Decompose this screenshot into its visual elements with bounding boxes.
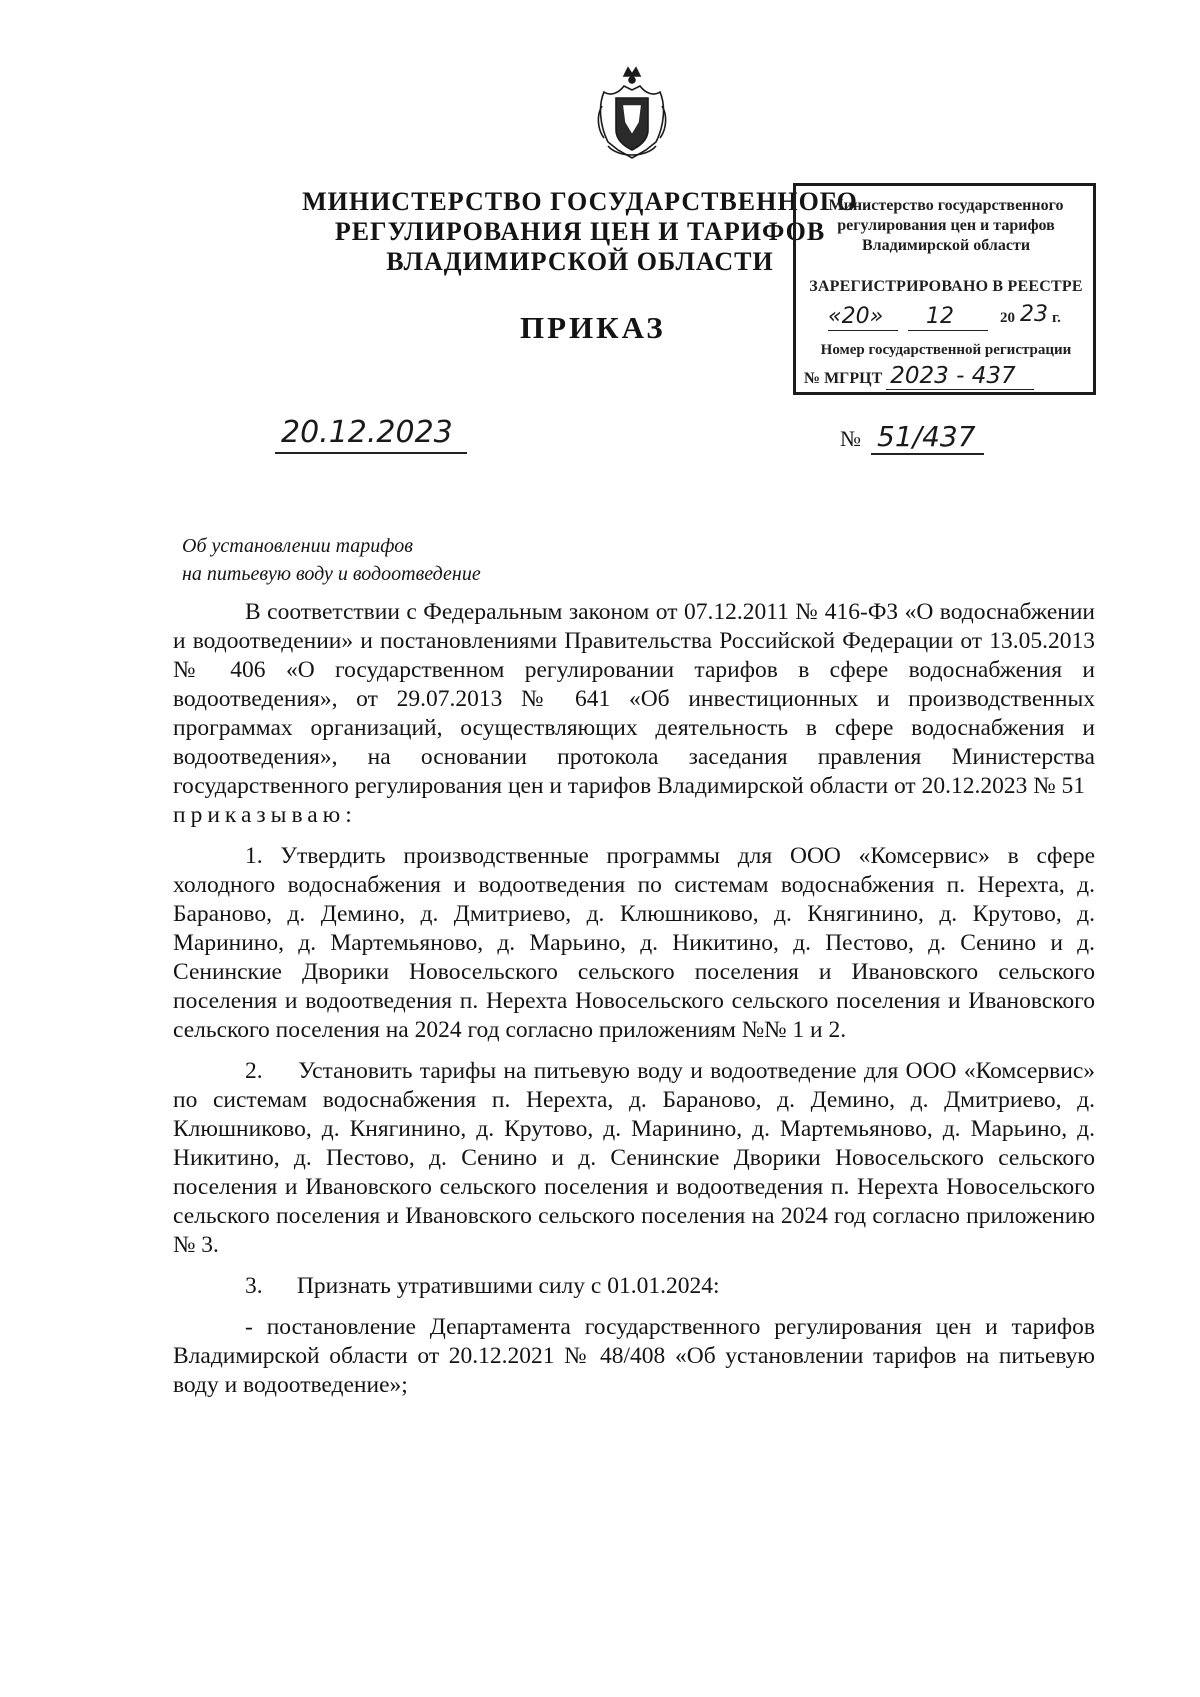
order-body (173, 598, 1095, 1400)
ministry-line: РЕГУЛИРОВАНИЯ ЦЕН И ТАРИФОВ (334, 217, 826, 246)
stamp-reg-value: 2023 - 437 (886, 363, 1033, 390)
preamble-paragraph: В соответствии с Федеральным законом от 07.12.2011 № 416-ФЗ «О водоснабжении и водоотведении» и постановлениями Правительства Российской Федерации от 13.05.2013 № 406 «О государственном регулировании тарифов в сфере водоснабжения и водоотведения», от 29.07.2013 № 641 «Об инвестиционных и производственных программах организаций, осуществляющих деятельность в сфере водоснабжения и водоотведения», на основании протокола заседания правления Министерства государственного регулирования цен и тарифов Владимирской области от 20.12.2023 № 51 (173, 599, 1095, 799)
stamp-reg-number-label: Номер государственной регистрации (820, 342, 1072, 358)
registration-stamp (793, 183, 1096, 395)
stamp-reg-prefix: № МГРЦТ (804, 370, 883, 387)
ministry-name (300, 187, 860, 277)
order-number (840, 420, 984, 453)
order-subject (182, 532, 481, 588)
stamp-reg-number (804, 363, 1034, 389)
item-number: 2. (245, 1058, 263, 1084)
item-3-subitem: - постановление Департамента государственного регулирования цен и тарифов Владимирской области от 20.12.2021 № 48/408 «Об установлении тарифов на питьевую воду и водоотведение»; (173, 1314, 1095, 1398)
ministry-line: МИНИСТЕРСТВО ГОСУДАРСТВЕННОГО (302, 187, 858, 216)
order-number-label: № (840, 426, 861, 451)
item-text: Утвердить производственные программы для ООО «Комсервис» в сфере холодного водоснабжения и водоотведения по системам водоснабжения п. Нерехта, д. Бараново, д. Демино, д. Дмитриево, д. Клюшниково, д. Княгинино, д. Крутово, д. Маринино, д. Мартемьяново, д. Марьино, д. Никитино, д. Пестово, д. Сенино и д. Сенинские Дворики Новосельского сельского поселения и Ивановского сельского поселения и водоотведения п. Нерехта Новосельского сельского поселения и Ивановского сельского поселения на 2024 год согласно приложениям №№ 1 и 2. (173, 843, 1096, 1043)
stamp-month: 12 (926, 304, 954, 329)
stamp-org-line: регулирования цен и тарифов (837, 217, 1055, 234)
item-3 (173, 1272, 1095, 1301)
order-date: 20.12.2023 (275, 415, 467, 454)
stamp-registered: ЗАРЕГИСТРИРОВАНО В РЕЕСТРЕ (809, 278, 1083, 295)
item-1 (173, 842, 1095, 1045)
stamp-org (806, 196, 1086, 256)
stamp-year-prefix: 20 (1000, 310, 1015, 326)
stamp-org-line: Министерство государственного (828, 197, 1064, 214)
item-number: 3. (245, 1273, 263, 1299)
stamp-date (828, 304, 1078, 334)
item-text: Установить тарифы на питьевую воду и водоотведение для ООО «Комсервис» по системам водоснабжения п. Нерехта, д. Бараново, д. Демино, д. Дмитриево, д. Клюшниково, д. Княгинино, д. Крутово, д. Маринино, д. Мартемьяново, д. Марьино, д. Никитино, д. Пестово, д. Сенино и д. Сенинские Дворики Новосельского сельского поселения и Ивановского сельского поселения и водоотведения п. Нерехта Новосельского сельского поселения и Ивановского сельского поселения на 2024 год согласно приложению № 3. (173, 1058, 1095, 1258)
stamp-org-line: Владимирской области (861, 237, 1031, 254)
item-text: Признать утратившими силу с 01.01.2024: (296, 1273, 720, 1299)
decree-word: приказываю: (173, 802, 357, 828)
item-number: 1. (245, 843, 263, 869)
ministry-line: ВЛАДИМИРСКОЙ ОБЛАСТИ (386, 247, 774, 276)
stamp-day: «20» (828, 304, 884, 329)
item-2 (173, 1057, 1095, 1260)
stamp-year: 23 (1020, 302, 1048, 327)
stamp-year-unit: г. (1052, 310, 1061, 326)
order-title: ПРИКАЗ (520, 310, 666, 345)
subject-line: Об установлении тарифов (182, 535, 413, 557)
stamp-day-underline (828, 330, 898, 331)
order-number-value: 51/437 (871, 420, 984, 455)
subject-line: на питьевую воду и водоотведение (182, 563, 481, 585)
stamp-month-underline (908, 330, 988, 331)
coat-of-arms-icon (594, 66, 670, 164)
